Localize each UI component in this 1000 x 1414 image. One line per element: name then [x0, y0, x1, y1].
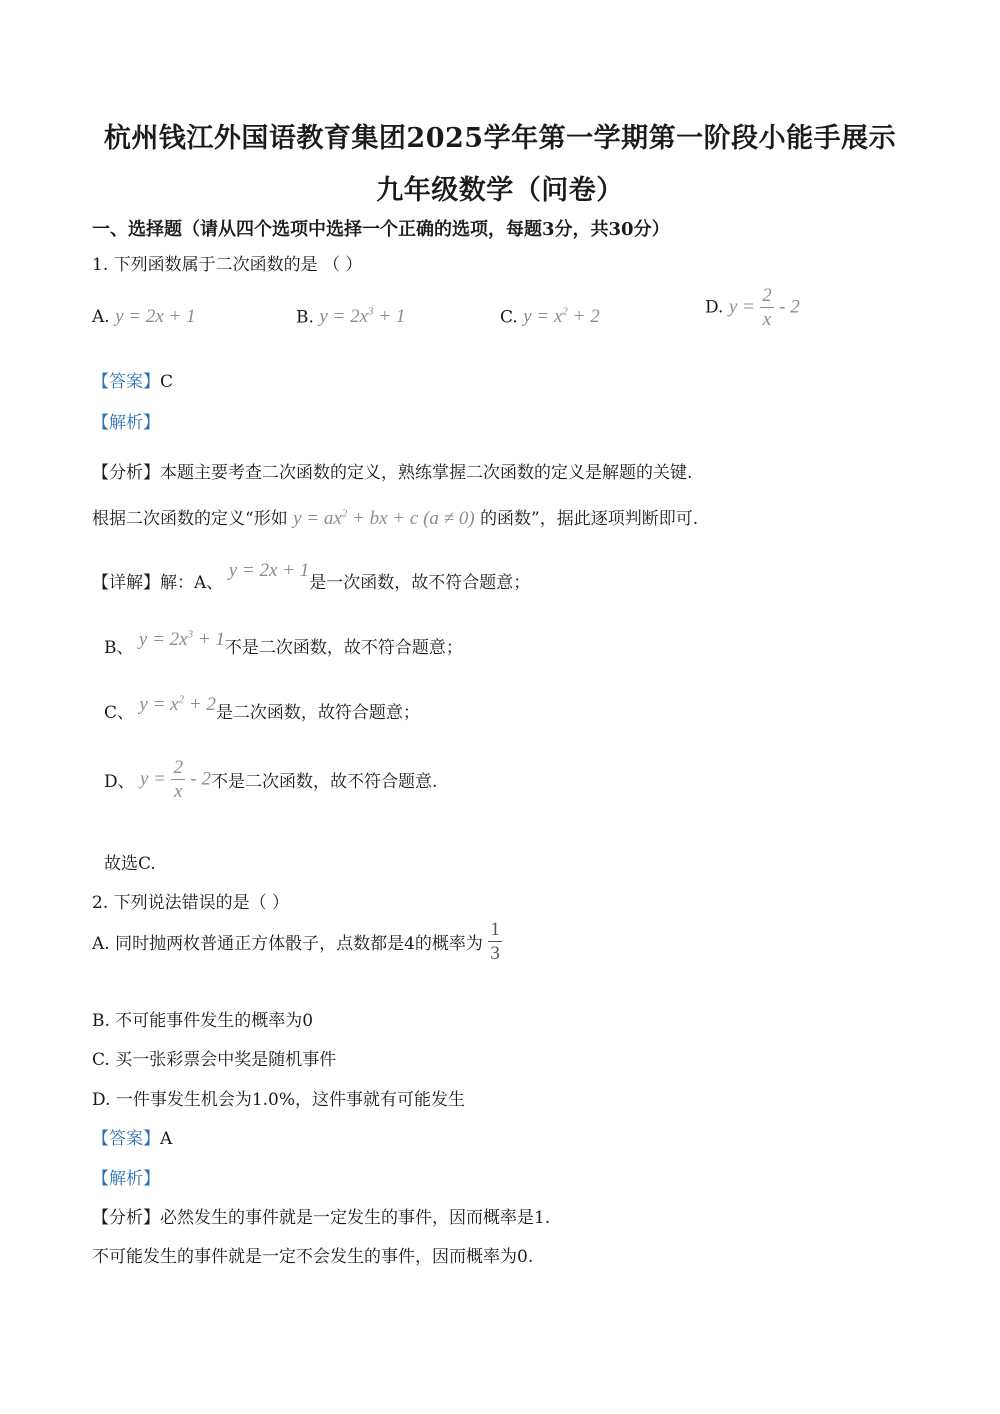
formula — [523, 306, 600, 327]
definition-prefix: 根据二次函数的定义“形如 — [92, 509, 288, 529]
formula-lhs: y = x — [523, 306, 563, 328]
q1-xiangjie — [92, 560, 531, 594]
item-label: B、 — [104, 638, 134, 658]
q1-xiangjie-d — [104, 758, 437, 801]
formula-lhs: y = 2x — [319, 306, 368, 328]
q1-option-c — [500, 306, 600, 328]
q2-fenxi-line2: 不可能发生的事件就是一定不会发生的事件，因而概率为0. — [92, 1247, 534, 1267]
item-label: D、 — [104, 772, 135, 792]
formula-lhs: y = — [140, 768, 167, 790]
fraction — [488, 920, 502, 963]
denominator: x — [174, 781, 183, 802]
item-text: 是二次函数，故符合题意； — [215, 703, 420, 723]
numerator: 2 — [173, 757, 183, 778]
formula — [139, 694, 216, 715]
q2-option-c: C. 买一张彩票会中奖是随机事件 — [92, 1050, 337, 1070]
option-text: A. 同时抛两枚普通正方体骰子，点数都是4的概率为 — [92, 934, 483, 954]
exponent: 3 — [368, 306, 374, 318]
answer-tag: 【答案】 — [92, 372, 160, 392]
xiangjie-tag: 【详解】 — [92, 573, 160, 593]
xiangjie-a-text: 是一次函数，故不符合题意； — [309, 573, 531, 593]
formula-rhs: - 2 — [779, 296, 800, 318]
question-1-stem: 1. 下列函数属于二次函数的是 （ ） — [92, 255, 363, 275]
denominator: x — [762, 309, 772, 330]
xiangjie-prefix: 解：A、 — [160, 573, 224, 593]
fraction — [760, 286, 774, 329]
numerator: 1 — [490, 919, 500, 940]
fenxi-text: 本题主要考查二次函数的定义，熟练掌握二次函数的定义是解题的关键. — [160, 463, 693, 483]
denominator: 3 — [490, 943, 500, 964]
q2-fenxi — [92, 1203, 550, 1228]
q2-option-a — [92, 920, 502, 963]
formula-lhs: y = — [728, 296, 755, 318]
q1-option-a — [92, 306, 196, 328]
exponent: 2 — [341, 507, 348, 520]
q2-answer — [92, 1124, 172, 1149]
q1-option-b — [296, 306, 405, 328]
formula-lhs: y = 2x — [138, 629, 188, 650]
answer-value: A — [160, 1129, 173, 1149]
q1-xiangjie-c — [104, 693, 420, 724]
item-text: 不是二次函数，故不符合题意； — [224, 638, 463, 658]
formula-rhs: + 1 — [193, 629, 225, 650]
section-heading: 一、选择题（请从四个选项中选择一个正确的选项，每题3分，共30分） — [92, 219, 670, 240]
item-label: C、 — [104, 703, 135, 723]
q1-conclusion: 故选C. — [104, 854, 156, 874]
exponent: 2 — [178, 693, 185, 706]
q1-option-d — [705, 286, 800, 329]
fenxi-tag: 【分析】 — [92, 463, 160, 483]
fraction — [171, 758, 185, 801]
fenxi-text: 必然发生的事件就是一定发生的事件，因而概率是1. — [160, 1208, 551, 1228]
formula: y = 2x + 1 — [228, 560, 310, 581]
q1-xiangjie-b — [104, 628, 463, 659]
page-subtitle: 九年级数学（问卷） — [376, 175, 624, 206]
q2-analysis-tag: 【解析】 — [92, 1169, 160, 1189]
q1-definition — [92, 504, 698, 530]
page-title: 杭州钱江外国语教育集团2025学年第一学期第一阶段小能手展示 — [103, 123, 897, 154]
definition-suffix: 的函数”，据此逐项判断即可. — [480, 509, 699, 529]
formula — [139, 629, 225, 650]
formula — [319, 306, 405, 327]
formula-condition: (a ≠ 0) — [423, 508, 475, 529]
formula-mid: + bx + c — [347, 508, 419, 529]
numerator: 2 — [762, 285, 772, 306]
option-label: C. — [500, 307, 518, 328]
q2-option-d: D. 一件事发生机会为1.0%，这件事就有可能发生 — [92, 1090, 466, 1110]
formula — [293, 508, 475, 529]
q1-answer — [92, 367, 173, 392]
answer-tag: 【答案】 — [92, 1129, 160, 1149]
q2-option-b: B. 不可能事件发生的概率为0 — [92, 1011, 314, 1031]
formula-rhs: + 1 — [373, 306, 406, 328]
formula-rhs: + 2 — [567, 306, 600, 328]
option-label: B. — [296, 307, 314, 328]
formula-lhs: y = x — [139, 694, 179, 715]
answer-value: C — [160, 372, 174, 392]
q1-fenxi — [92, 458, 692, 483]
item-text: 不是二次函数，故不符合题意. — [210, 772, 438, 792]
option-label: D. — [705, 297, 724, 318]
formula-rhs: - 2 — [190, 768, 211, 790]
formula-lhs: y = ax — [293, 508, 342, 529]
formula-rhs: + 2 — [184, 694, 216, 715]
exponent: 3 — [187, 628, 194, 641]
fenxi-tag: 【分析】 — [92, 1208, 160, 1228]
formula: y = 2x + 1 — [115, 306, 196, 327]
exponent: 2 — [562, 306, 568, 318]
option-label: A. — [92, 307, 110, 327]
question-2-stem: 2. 下列说法错误的是（ ） — [92, 893, 290, 913]
q1-analysis-tag: 【解析】 — [92, 413, 160, 433]
